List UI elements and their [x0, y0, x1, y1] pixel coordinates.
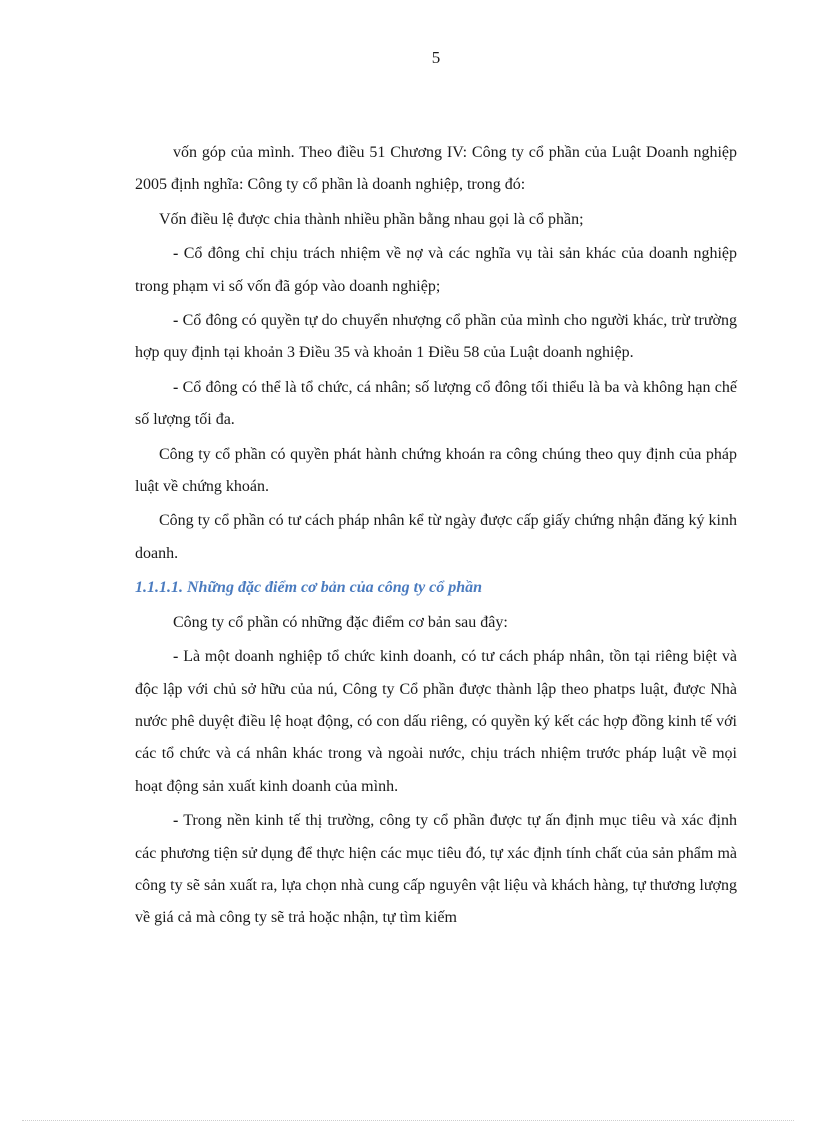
bullet-text: Cổ đông có thể là tổ chức, cá nhân; số lượng cổ đông tối thiểu là ba và không hạn chế số lượng tối đa.	[135, 378, 738, 429]
bullet-item	[135, 305, 737, 370]
paragraph-text: Công ty cổ phần có quyền phát hành chứng khoán ra công chúng theo quy định của pháp luật về chứng khoán.	[135, 445, 737, 496]
paragraph-text: Vốn điều lệ được chia thành nhiều phần bằng nhau gọi là cổ phần;	[159, 210, 584, 228]
bullet-text: Trong nền kinh tế thị trường, công ty cổ phần được tự ấn định mục tiêu và xác định các phương tiện sử dụng để thực hiện các mục tiêu đó, tự xác định tính chất của sản phẩm mà công ty sẽ sản xuất ra, lựa chọn nhà cung cấp nguyên vật liệu và khách hàng, tự thương lượng về giá cả mà công ty sẽ trả hoặc nhận, tự tìm kiếm	[135, 812, 737, 927]
bullet-dash: -	[173, 378, 179, 396]
paragraph	[135, 137, 737, 202]
bullet-item	[135, 805, 737, 935]
page-content	[135, 137, 737, 937]
section-heading: 1.1.1.1. Những đặc điểm cơ bản của công ty cổ phần	[135, 579, 483, 597]
paragraph	[135, 204, 737, 236]
bullet-dash: -	[173, 312, 179, 330]
bullet-dash: -	[173, 812, 179, 830]
bullet-item	[135, 641, 737, 803]
page-number: 5	[431, 48, 441, 67]
bullet-text: Cổ đông chỉ chịu trách nhiệm về nợ và các nghĩa vụ tài sản khác của doanh nghiệp trong phạm vi số vốn đã góp vào doanh nghiệp;	[135, 245, 738, 295]
bullet-text: Là một doanh nghiệp tổ chức kinh doanh, có tư cách pháp nhân, tồn tại riêng biệt và độc lập với chủ sở hữu của nú, Công ty Cổ phần được thành lập theo phatps luật, được Nhà nước phê duyệt điều lệ hoạt động, có con dấu riêng, có quyền ký kết các hợp đồng kinh tế với các tổ chức và cá nhân khác trong và ngoài nước, chịu trách nhiệm trước pháp luật về mọi hoạt động sản xuất kinh doanh của mình.	[135, 648, 738, 795]
bullet-dash: -	[173, 245, 179, 263]
paragraph-text: Công ty cổ phần có những đặc điểm cơ bản sau đây:	[173, 613, 508, 631]
bullet-item	[135, 372, 737, 437]
footer-divider	[22, 1120, 794, 1121]
paragraph-text: Công ty cổ phần có tư cách pháp nhân kể từ ngày được cấp giấy chứng nhận đăng ký kinh doanh.	[135, 512, 737, 562]
bullet-dash: -	[173, 648, 179, 666]
bullet-item	[135, 238, 737, 303]
paragraph-text: vốn góp của mình. Theo điều 51 Chương IV: Công ty cổ phần của Luật Doanh nghiệp 2005 định nghĩa: Công ty cổ phần là doanh nghiệp, trong đó:	[135, 144, 737, 194]
paragraph	[135, 439, 737, 504]
paragraph	[135, 505, 737, 570]
paragraph	[135, 607, 737, 639]
bullet-text: Cổ đông có quyền tự do chuyển nhượng cổ phần của mình cho người khác, trừ trường hợp quy định tại khoản 3 Điều 35 và khoản 1 Điều 58 của Luật doanh nghiệp.	[135, 312, 738, 362]
